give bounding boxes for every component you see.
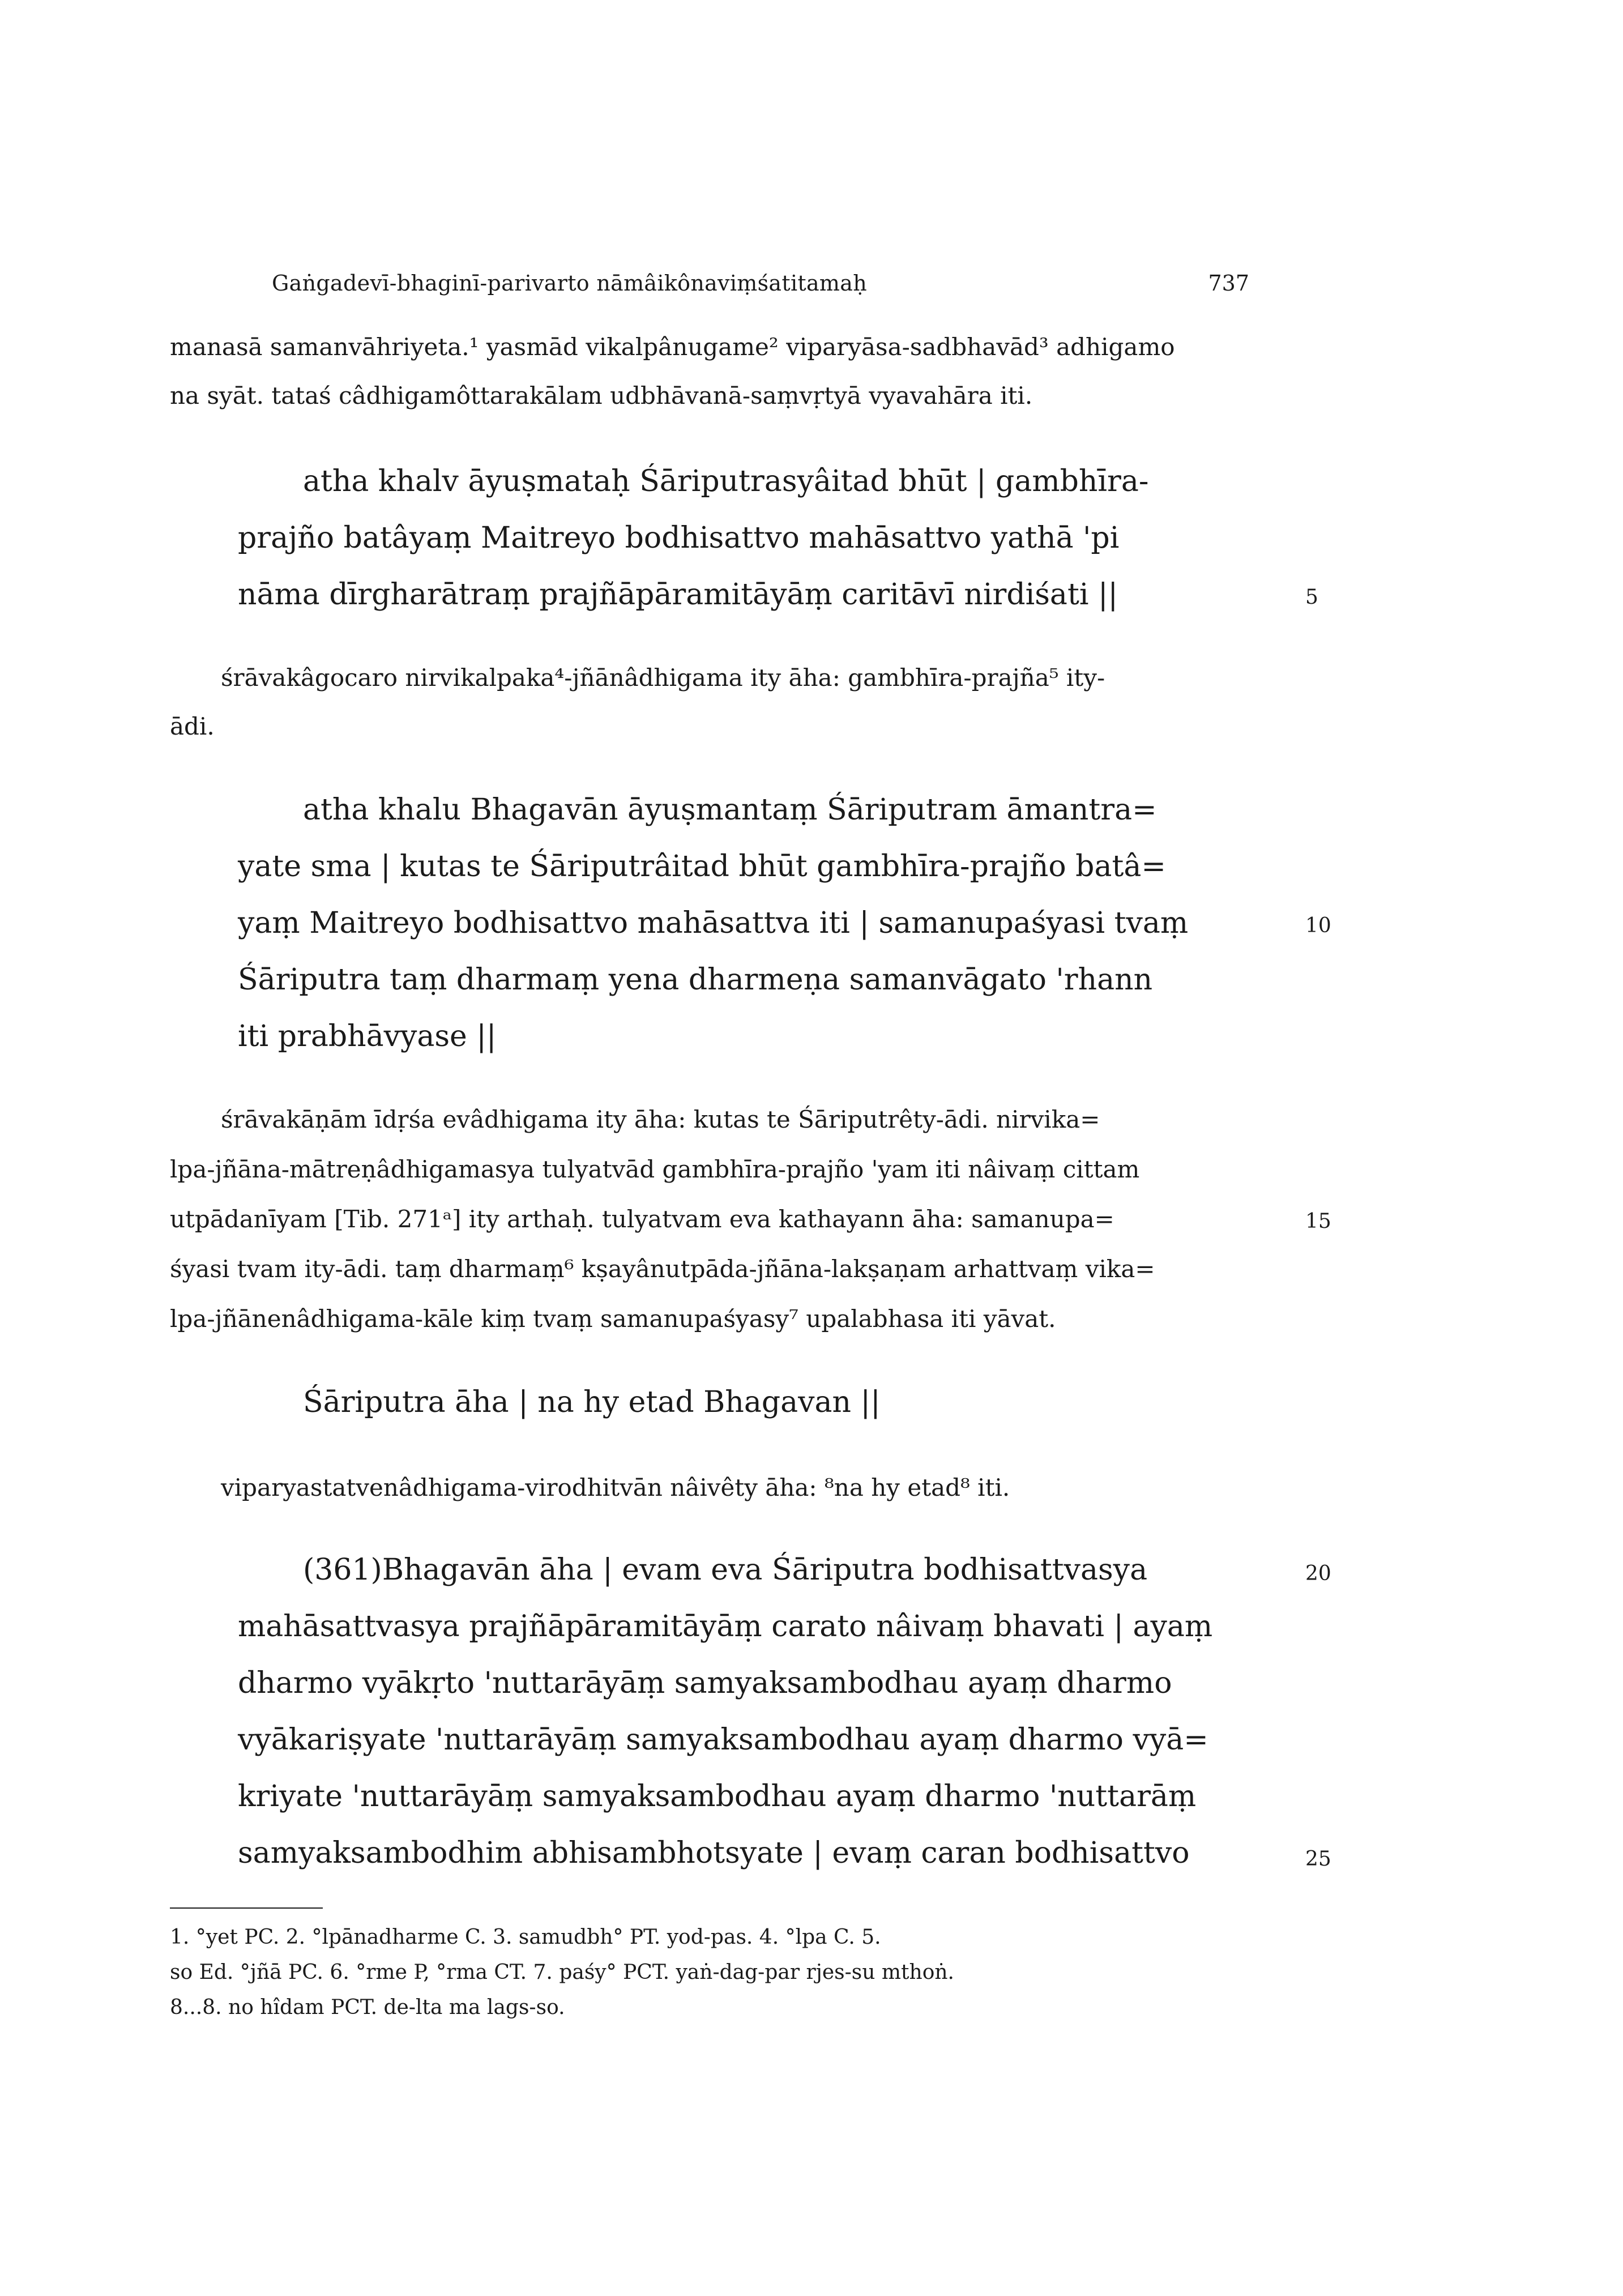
sutra-line: dharmo vyākṛto 'nuttarāyāṃ samyaksambodhau ayaṃ dharmo xyxy=(238,1666,1172,1700)
running-title: Gaṅgadevī-bhaginī-parivarto nāmâikônaviṃśatitamaḥ xyxy=(272,271,867,296)
footnote-line: 1. °yet PC. 2. °lpānadharme C. 3. samudbh° PT. yod-pas. 4. °lpa C. 5. xyxy=(170,1926,881,1949)
commentary-line: śrāvakâgocaro nirvikalpaka⁴-jñānâdhigama ity āha: gambhīra-prajña⁵ ity- xyxy=(221,664,1105,692)
line-number: 25 xyxy=(1305,1847,1331,1871)
commentary-line: lpa-jñānenâdhigama-kāle kiṃ tvaṃ samanupaśyasy⁷ upalabhasa iti yāvat. xyxy=(170,1305,1056,1333)
commentary-line: viparyastatvenâdhigama-virodhitvān nâivêty āha: ⁸na hy etad⁸ iti. xyxy=(221,1474,1010,1501)
commentary-line: śrāvakāṇām īdṛśa evâdhigama ity āha: kutas te Śāriputrêty-ādi. nirvika= xyxy=(221,1106,1100,1133)
line-number: 10 xyxy=(1305,914,1331,937)
sutra-line: Śāriputra āha | na hy etad Bhagavan || xyxy=(303,1385,881,1419)
commentary-line: ādi. xyxy=(170,712,215,740)
sutra-line: mahāsattvasya prajñāpāramitāyāṃ carato nâivaṃ bhavati | ayaṃ xyxy=(238,1610,1213,1644)
commentary-line: manasā samanvāhriyeta.¹ yasmād vikalpânugame² viparyāsa-sadbhavād³ adhigamo xyxy=(170,333,1175,361)
commentary-line: lpa-jñāna-mātreṇâdhigamasya tulyatvād gambhīra-prajño 'yam iti nâivaṃ cittam xyxy=(170,1155,1140,1183)
sutra-line: yate sma | kutas te Śāriputrâitad bhūt gambhīra-prajño batâ= xyxy=(238,850,1166,884)
sutra-line: Śāriputra taṃ dharmaṃ yena dharmeṇa samanvāgato 'rhann xyxy=(238,963,1153,997)
commentary-line: utpādanīyam [Tib. 271ᵃ] ity arthaḥ. tulyatvam eva kathayann āha: samanupa= xyxy=(170,1205,1114,1233)
line-number: 5 xyxy=(1305,586,1318,609)
sutra-line: (361)Bhagavān āha | evam eva Śāriputra bodhisattvasya xyxy=(303,1553,1148,1587)
line-number: 15 xyxy=(1305,1210,1331,1233)
sutra-line: iti prabhāvyase || xyxy=(238,1019,497,1053)
sutra-line: vyākariṣyate 'nuttarāyāṃ samyaksambodhau ayaṃ dharmo vyā= xyxy=(238,1723,1208,1757)
commentary-line: na syāt. tataś câdhigamôttarakālam udbhāvanā-saṃvṛtyā vyavahāra iti. xyxy=(170,382,1033,409)
sutra-line: atha khalu Bhagavān āyuṣmantaṃ Śāriputram āmantra= xyxy=(303,793,1157,827)
line-number: 20 xyxy=(1305,1562,1331,1585)
footnote-line: so Ed. °jñā PC. 6. °rme P, °rma CT. 7. paśy° PCT. yaṅ-dag-par rjes-su mthoṅ. xyxy=(170,1961,954,1984)
commentary-line: śyasi tvam ity-ādi. taṃ dharmaṃ⁶ kṣayânutpāda-jñāna-lakṣaṇam arhattvaṃ vika= xyxy=(170,1255,1155,1283)
sutra-line: nāma dīrgharātraṃ prajñāpāramitāyāṃ caritāvī nirdiśati || xyxy=(238,578,1118,612)
sutra-line: samyaksambodhim abhisambhotsyate | evaṃ caran bodhisattvo xyxy=(238,1836,1190,1870)
sutra-line: atha khalv āyuṣmataḥ Śāriputrasyâitad bhūt | gambhīra- xyxy=(303,464,1149,498)
footnote-line: 8...8. no hîdam PCT. de-lta ma lags-so. xyxy=(170,1996,565,2019)
sutra-line: prajño batâyaṃ Maitreyo bodhisattvo mahāsattvo yathā 'pi xyxy=(238,521,1120,555)
sutra-line: yaṃ Maitreyo bodhisattvo mahāsattva iti | samanupaśyasi tvaṃ xyxy=(238,906,1189,940)
sutra-line: kriyate 'nuttarāyāṃ samyaksambodhau ayaṃ dharmo 'nuttarāṃ xyxy=(238,1779,1197,1813)
footnote-rule xyxy=(170,1907,323,1909)
page-number: 737 xyxy=(1208,271,1249,296)
